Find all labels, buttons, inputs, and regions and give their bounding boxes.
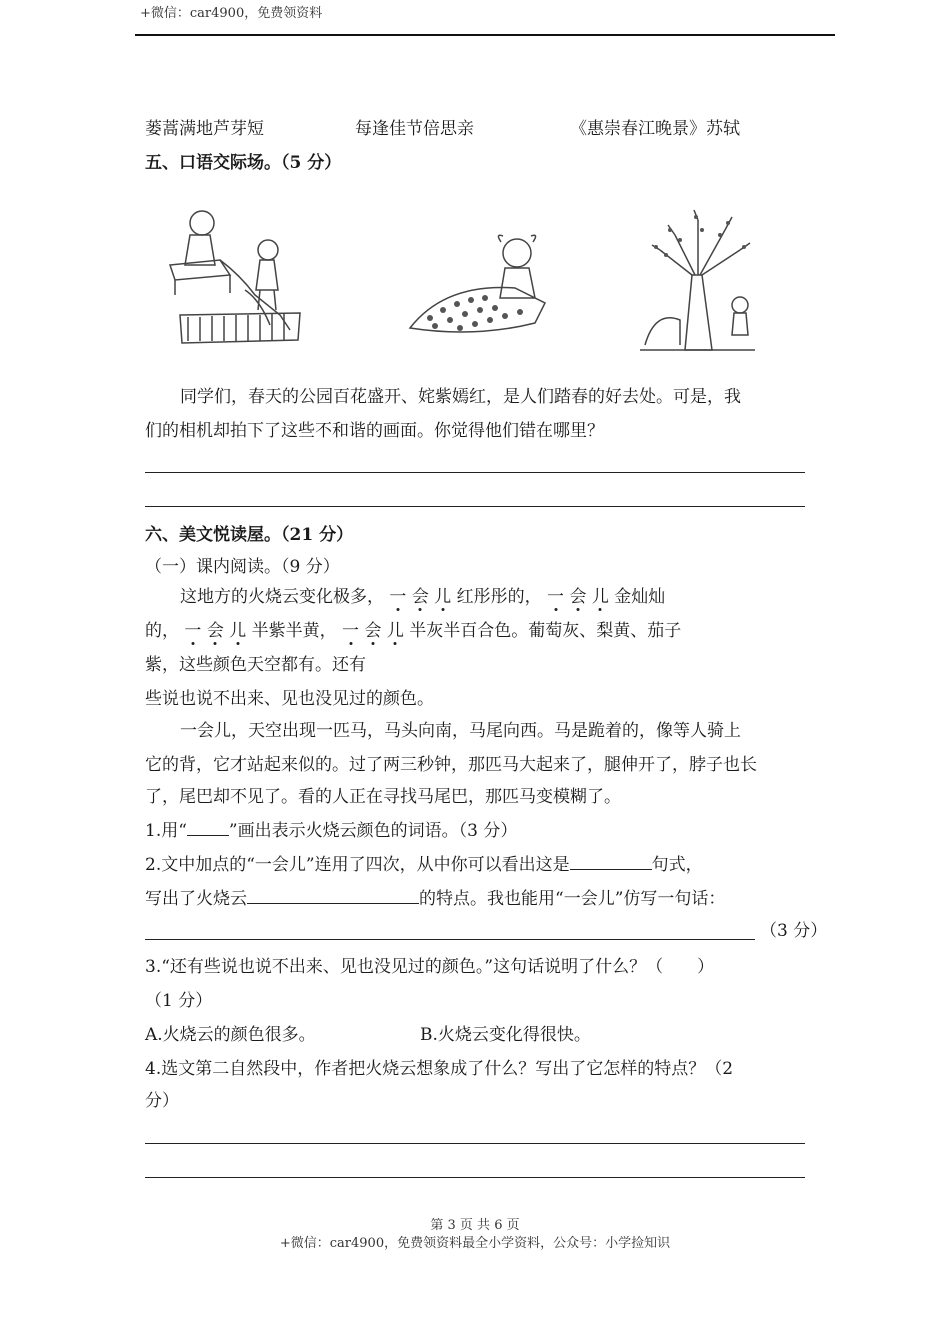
reading-line-4: 些说也说不出来、见也没见过的颜色。 [145,689,434,709]
poem-line-1: 蒌蒿满地芦芽短 [145,119,264,139]
header-divider [135,34,835,36]
question-1: 1.用“ ”画出表示火烧云颜色的词语。（3 分） [145,814,517,848]
poem-line-2: 每逢佳节倍思亲 [355,119,474,139]
sentence-pattern-blank[interactable] [570,851,652,870]
reading-line-1: 这地方的火烧云变化极多， 一 会 儿 红彤彤的， 一 会 儿 金灿灿 [180,587,666,607]
section5-title: 五、口语交际场。（5 分） [145,153,342,173]
children-breaking-branches-picture [640,205,755,355]
answer-line[interactable] [145,1177,805,1178]
reading-line-6: 它的背，它才站起来似的。过了两三秒钟，那匹马大起来了，腿伸开了，脖子也长 [145,755,757,775]
reading-line-5: 一会儿，天空出现一匹马，马头向南，马尾向西。马是跪着的，像等人骑上 [180,721,741,741]
header-note: +微信：car4900，免费领资料 [140,6,323,21]
poem-source: 《惠崇春江晚景》苏轼 [570,119,740,139]
section6-subtitle: （一）课内阅读。（9 分） [145,557,340,577]
children-climbing-fence-picture [160,205,310,350]
question-3: 3.“还有些说也说不出来、见也没见过的颜色。”这句话说明了什么？（ ） [145,957,715,977]
answer-line[interactable] [145,472,805,473]
question-2-line2: 写出了火烧云 的特点。我也能用“一会儿”仿写一句话： [145,882,725,916]
question-4-score: 分） [145,1091,179,1111]
question-4: 4.选文第二自然段中，作者把火烧云想象成了什么？写出了它怎样的特点？（2 [145,1059,734,1079]
question-3-score: （1 分） [145,991,213,1011]
underline-sample [187,817,229,836]
option-a[interactable]: A.火烧云的颜色很多。 [145,1025,316,1045]
feature-blank[interactable] [247,885,419,904]
imitation-sentence-line[interactable] [145,939,755,940]
section5-paragraph-line1: 同学们，春天的公园百花盛开、姹紫嫣红，是人们踏春的好去处。可是，我 [180,387,741,407]
reading-line-7: 了，尾巴却不见了。看的人正在寻找马尾巴，那匹马变模糊了。 [145,787,621,807]
question-2-line1: 2.文中加点的“一会儿”连用了四次，从中你可以看出这是 句式， [145,848,703,882]
footer-note: +微信：car4900，免费领资料最全小学资料，公众号：小学捡知识 [279,1236,671,1251]
section6-title: 六、美文悦读屋。（21 分） [145,525,354,545]
reading-line-2: 的， 一 会 儿 半紫半黄， 一 会 儿 半灰半百合色。葡萄灰、梨黄、茄子 [145,621,682,641]
child-head-icon [190,211,214,235]
answer-line[interactable] [145,506,805,507]
reading-line-3: 紫，这些颜色天空都有。还有 [145,655,366,675]
section5-paragraph-line2: 们的相机却拍下了这些不和谐的画面。你觉得他们错在哪里？ [145,421,604,441]
girl-picking-flowers-picture [405,228,555,343]
option-b[interactable]: B.火烧云变化得很快。 [420,1025,591,1045]
answer-line[interactable] [145,1143,805,1144]
page-number: 第 3 页 共 6 页 [430,1218,520,1233]
question-2-score: （3 分） [760,921,828,941]
